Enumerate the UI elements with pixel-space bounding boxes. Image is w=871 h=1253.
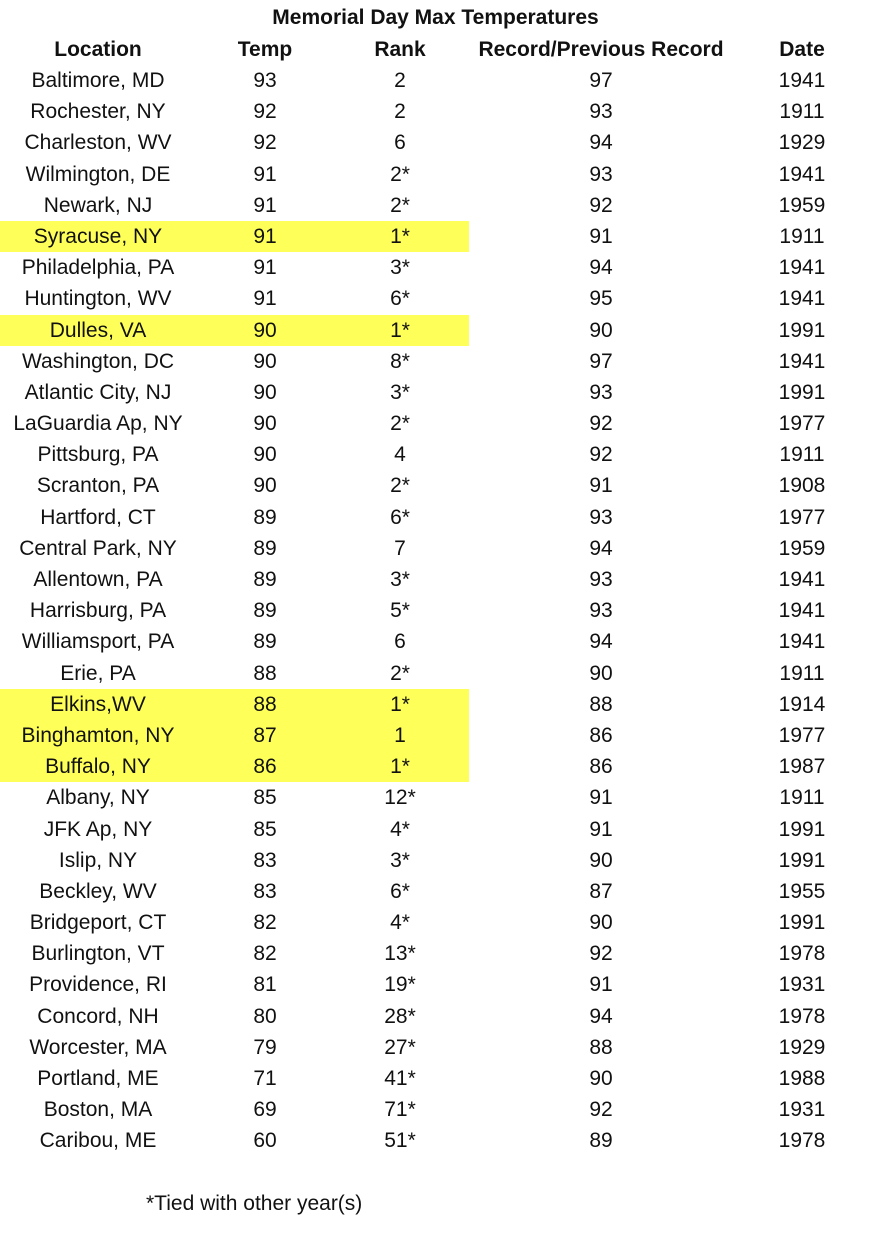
cell-date: 1911	[779, 786, 825, 810]
cell-date: 1929	[778, 1035, 826, 1059]
cell-temp: 87	[253, 723, 277, 747]
table-row	[0, 626, 871, 657]
cell-rank: 2*	[390, 412, 410, 436]
cell-date: 1955	[778, 879, 826, 903]
cell-location: Dulles, VA	[49, 318, 147, 342]
table-row	[0, 751, 871, 782]
cell-temp: 83	[253, 848, 277, 872]
cell-rank: 12*	[384, 786, 416, 810]
cell-location: LaGuardia Ap, NY	[13, 412, 183, 436]
cell-temp: 91	[253, 287, 277, 311]
cell-rank: 4	[394, 443, 406, 467]
cell-date: 1977	[778, 723, 826, 747]
cell-rank: 4*	[390, 911, 410, 935]
cell-date: 1978	[778, 942, 826, 966]
cell-record: 91	[589, 786, 613, 810]
cell-record: 87	[589, 879, 613, 903]
cell-location: Central Park, NY	[19, 536, 177, 560]
table-row	[0, 969, 871, 1000]
cell-temp: 90	[253, 318, 277, 342]
table-row	[0, 1063, 871, 1094]
cell-record: 90	[589, 318, 613, 342]
cell-location: Portland, ME	[37, 1067, 159, 1090]
header-row	[0, 35, 871, 65]
cell-temp: 90	[253, 380, 277, 404]
cell-temp: 86	[253, 755, 277, 779]
cell-rank: 6	[394, 630, 406, 654]
cell-rank: 6*	[390, 879, 410, 903]
cell-date: 1991	[778, 848, 826, 872]
table-row	[0, 408, 871, 439]
cell-rank: 27*	[384, 1035, 416, 1059]
cell-location: Elkins,WV	[50, 692, 146, 716]
cell-location: Allentown, PA	[33, 568, 163, 591]
header-record: Record/Previous Record	[478, 38, 724, 61]
cell-record: 94	[589, 1004, 613, 1028]
table-row	[0, 907, 871, 938]
cell-date: 1911	[779, 443, 825, 467]
cell-rank: 2*	[390, 661, 410, 685]
cell-temp: 89	[253, 630, 277, 654]
cell-date: 1931	[778, 1098, 826, 1122]
cell-date: 1991	[778, 817, 826, 841]
table-body	[0, 65, 871, 1157]
cell-record: 91	[589, 973, 613, 997]
cell-location: Charleston, WV	[24, 131, 172, 155]
cell-rank: 2	[394, 69, 406, 92]
cell-temp: 90	[253, 474, 277, 498]
cell-location: Atlantic City, NJ	[24, 380, 172, 404]
table-row	[0, 564, 871, 595]
cell-record: 97	[589, 349, 613, 373]
cell-location: Bridgeport, CT	[29, 911, 167, 935]
cell-location: Pittsburg, PA	[37, 443, 159, 467]
table-row	[0, 221, 871, 252]
cell-date: 1941	[778, 599, 826, 623]
cell-record: 90	[589, 661, 613, 685]
cell-record: 93	[589, 599, 613, 623]
cell-location: Providence, RI	[29, 973, 167, 997]
cell-location: Erie, PA	[60, 661, 136, 685]
cell-rank: 1*	[390, 224, 410, 248]
cell-rank: 19*	[384, 973, 416, 997]
cell-location: Wilmington, DE	[25, 162, 171, 186]
cell-record: 91	[589, 224, 613, 248]
cell-temp: 60	[253, 1129, 277, 1153]
table-title: Memorial Day Max Temperatures	[272, 6, 599, 29]
cell-date: 1911	[779, 224, 825, 248]
cell-temp: 85	[253, 817, 277, 841]
cell-temp: 91	[253, 162, 277, 186]
cell-location: Binghamton, NY	[21, 723, 175, 747]
cell-location: Washington, DC	[21, 349, 175, 373]
cell-location: Harrisburg, PA	[29, 599, 167, 623]
cell-date: 1978	[778, 1129, 826, 1153]
cell-record: 94	[589, 131, 613, 155]
cell-date: 1991	[778, 318, 826, 342]
table-row	[0, 127, 871, 158]
table-row	[0, 658, 871, 689]
cell-date: 1977	[778, 412, 826, 436]
cell-rank: 13*	[384, 942, 416, 966]
cell-temp: 91	[253, 193, 277, 217]
cell-date: 1978	[778, 1004, 826, 1028]
cell-temp: 90	[253, 412, 277, 436]
cell-date: 1977	[778, 505, 826, 529]
table-row	[0, 782, 871, 813]
cell-temp: 82	[253, 942, 277, 966]
cell-rank: 51*	[384, 1129, 416, 1153]
cell-temp: 71	[253, 1067, 277, 1090]
cell-date: 1931	[778, 973, 826, 997]
cell-record: 92	[589, 942, 613, 966]
cell-temp: 83	[253, 879, 277, 903]
cell-record: 91	[589, 817, 613, 841]
cell-rank: 3*	[390, 848, 410, 872]
table-row	[0, 252, 871, 283]
cell-temp: 81	[253, 973, 277, 997]
cell-rank: 2*	[390, 193, 410, 217]
cell-location: Baltimore, MD	[31, 69, 165, 92]
cell-rank: 71*	[384, 1098, 416, 1122]
cell-record: 94	[589, 256, 613, 280]
cell-date: 1941	[778, 162, 826, 186]
cell-location: Hartford, CT	[40, 505, 156, 529]
cell-rank: 6*	[390, 287, 410, 311]
cell-location: Syracuse, NY	[33, 224, 163, 248]
cell-record: 93	[589, 380, 613, 404]
cell-rank: 1	[394, 723, 406, 747]
cell-location: Concord, NH	[37, 1004, 159, 1028]
cell-temp: 89	[253, 599, 277, 623]
cell-record: 94	[589, 536, 613, 560]
cell-rank: 4*	[390, 817, 410, 841]
cell-rank: 2*	[390, 162, 410, 186]
table-row	[0, 938, 871, 969]
cell-date: 1959	[778, 193, 826, 217]
header-date: Date	[779, 38, 825, 61]
cell-record: 94	[589, 630, 613, 654]
cell-rank: 3*	[390, 380, 410, 404]
cell-record: 88	[589, 1035, 613, 1059]
cell-location: Beckley, WV	[39, 879, 157, 903]
cell-temp: 82	[253, 911, 277, 935]
cell-rank: 3*	[390, 568, 410, 591]
cell-record: 93	[589, 100, 613, 124]
table-row	[0, 1001, 871, 1032]
footnote: *Tied with other year(s)	[146, 1192, 363, 1215]
cell-record: 92	[589, 412, 613, 436]
cell-location: Islip, NY	[58, 848, 138, 872]
cell-temp: 92	[253, 100, 277, 124]
cell-temp: 90	[253, 349, 277, 373]
cell-record: 91	[589, 474, 613, 498]
cell-record: 92	[589, 1098, 613, 1122]
cell-date: 1959	[778, 536, 826, 560]
cell-date: 1941	[778, 69, 826, 92]
cell-location: Scranton, PA	[36, 474, 160, 498]
table-row	[0, 689, 871, 720]
table-row	[0, 346, 871, 377]
table-row	[0, 814, 871, 845]
header-location: Location	[54, 38, 142, 61]
cell-temp: 80	[253, 1004, 277, 1028]
cell-record: 86	[589, 755, 613, 779]
cell-date: 1991	[778, 911, 826, 935]
cell-rank: 6*	[390, 505, 410, 529]
cell-temp: 79	[253, 1035, 277, 1059]
cell-date: 1941	[778, 630, 826, 654]
cell-date: 1941	[778, 287, 826, 311]
cell-record: 90	[589, 1067, 613, 1090]
cell-location: Philadelphia, PA	[21, 256, 175, 280]
table-row	[0, 315, 871, 346]
cell-record: 90	[589, 848, 613, 872]
table-row	[0, 1125, 871, 1156]
cell-temp: 69	[253, 1098, 277, 1122]
cell-location: Albany, NY	[46, 786, 150, 810]
cell-location: Rochester, NY	[30, 100, 166, 124]
cell-rank: 7	[394, 536, 406, 560]
table-row	[0, 595, 871, 626]
cell-record: 93	[589, 568, 613, 591]
cell-record: 95	[589, 287, 613, 311]
table-row	[0, 96, 871, 127]
table-row	[0, 190, 871, 221]
cell-rank: 3*	[390, 256, 410, 280]
cell-rank: 6	[394, 131, 406, 155]
cell-rank: 41*	[384, 1067, 416, 1090]
cell-temp: 91	[253, 224, 277, 248]
cell-record: 86	[589, 723, 613, 747]
cell-date: 1941	[778, 568, 826, 591]
cell-rank: 8*	[390, 349, 410, 373]
cell-record: 88	[589, 692, 613, 716]
cell-record: 97	[589, 69, 613, 92]
cell-date: 1908	[778, 474, 826, 498]
cell-temp: 88	[253, 661, 277, 685]
cell-temp: 89	[253, 568, 277, 591]
cell-temp: 93	[253, 69, 277, 92]
cell-record: 93	[589, 162, 613, 186]
cell-record: 92	[589, 193, 613, 217]
cell-temp: 89	[253, 505, 277, 529]
table-row	[0, 470, 871, 501]
cell-location: Huntington, WV	[24, 287, 172, 311]
table-row	[0, 377, 871, 408]
table-row	[0, 65, 871, 96]
table-row	[0, 533, 871, 564]
cell-temp: 90	[253, 443, 277, 467]
cell-record: 90	[589, 911, 613, 935]
header-rank: Rank	[374, 38, 426, 61]
table-row	[0, 1094, 871, 1125]
cell-location: Newark, NJ	[43, 193, 153, 217]
cell-temp: 92	[253, 131, 277, 155]
cell-date: 1911	[779, 100, 825, 124]
table-row	[0, 1032, 871, 1063]
cell-rank: 28*	[384, 1004, 416, 1028]
cell-date: 1941	[778, 349, 826, 373]
cell-date: 1914	[778, 692, 826, 716]
cell-rank: 1*	[390, 318, 410, 342]
cell-date: 1941	[778, 256, 826, 280]
cell-temp: 91	[253, 256, 277, 280]
cell-date: 1929	[778, 131, 826, 155]
cell-temp: 89	[253, 536, 277, 560]
table-row	[0, 720, 871, 751]
cell-rank: 5*	[390, 599, 410, 623]
cell-rank: 1*	[390, 692, 410, 716]
table-row	[0, 876, 871, 907]
cell-location: Boston, MA	[43, 1098, 153, 1122]
cell-rank: 2	[394, 100, 406, 124]
header-temp: Temp	[237, 38, 293, 61]
cell-location: Caribou, ME	[39, 1129, 157, 1153]
cell-date: 1911	[779, 661, 825, 685]
cell-location: Worcester, MA	[29, 1035, 167, 1059]
cell-date: 1987	[778, 755, 826, 779]
cell-location: Buffalo, NY	[45, 755, 151, 779]
table-row	[0, 502, 871, 533]
cell-record: 93	[589, 505, 613, 529]
cell-date: 1991	[778, 380, 826, 404]
table-row	[0, 159, 871, 190]
cell-temp: 88	[253, 692, 277, 716]
cell-rank: 1*	[390, 755, 410, 779]
table-row	[0, 439, 871, 470]
cell-record: 89	[589, 1129, 613, 1153]
cell-location: Williamsport, PA	[21, 630, 175, 654]
cell-record: 92	[589, 443, 613, 467]
table-row	[0, 845, 871, 876]
cell-date: 1988	[778, 1067, 826, 1090]
table-row	[0, 283, 871, 314]
cell-rank: 2*	[390, 474, 410, 498]
cell-location: Burlington, VT	[31, 942, 165, 966]
cell-temp: 85	[253, 786, 277, 810]
cell-location: JFK Ap, NY	[43, 817, 153, 841]
